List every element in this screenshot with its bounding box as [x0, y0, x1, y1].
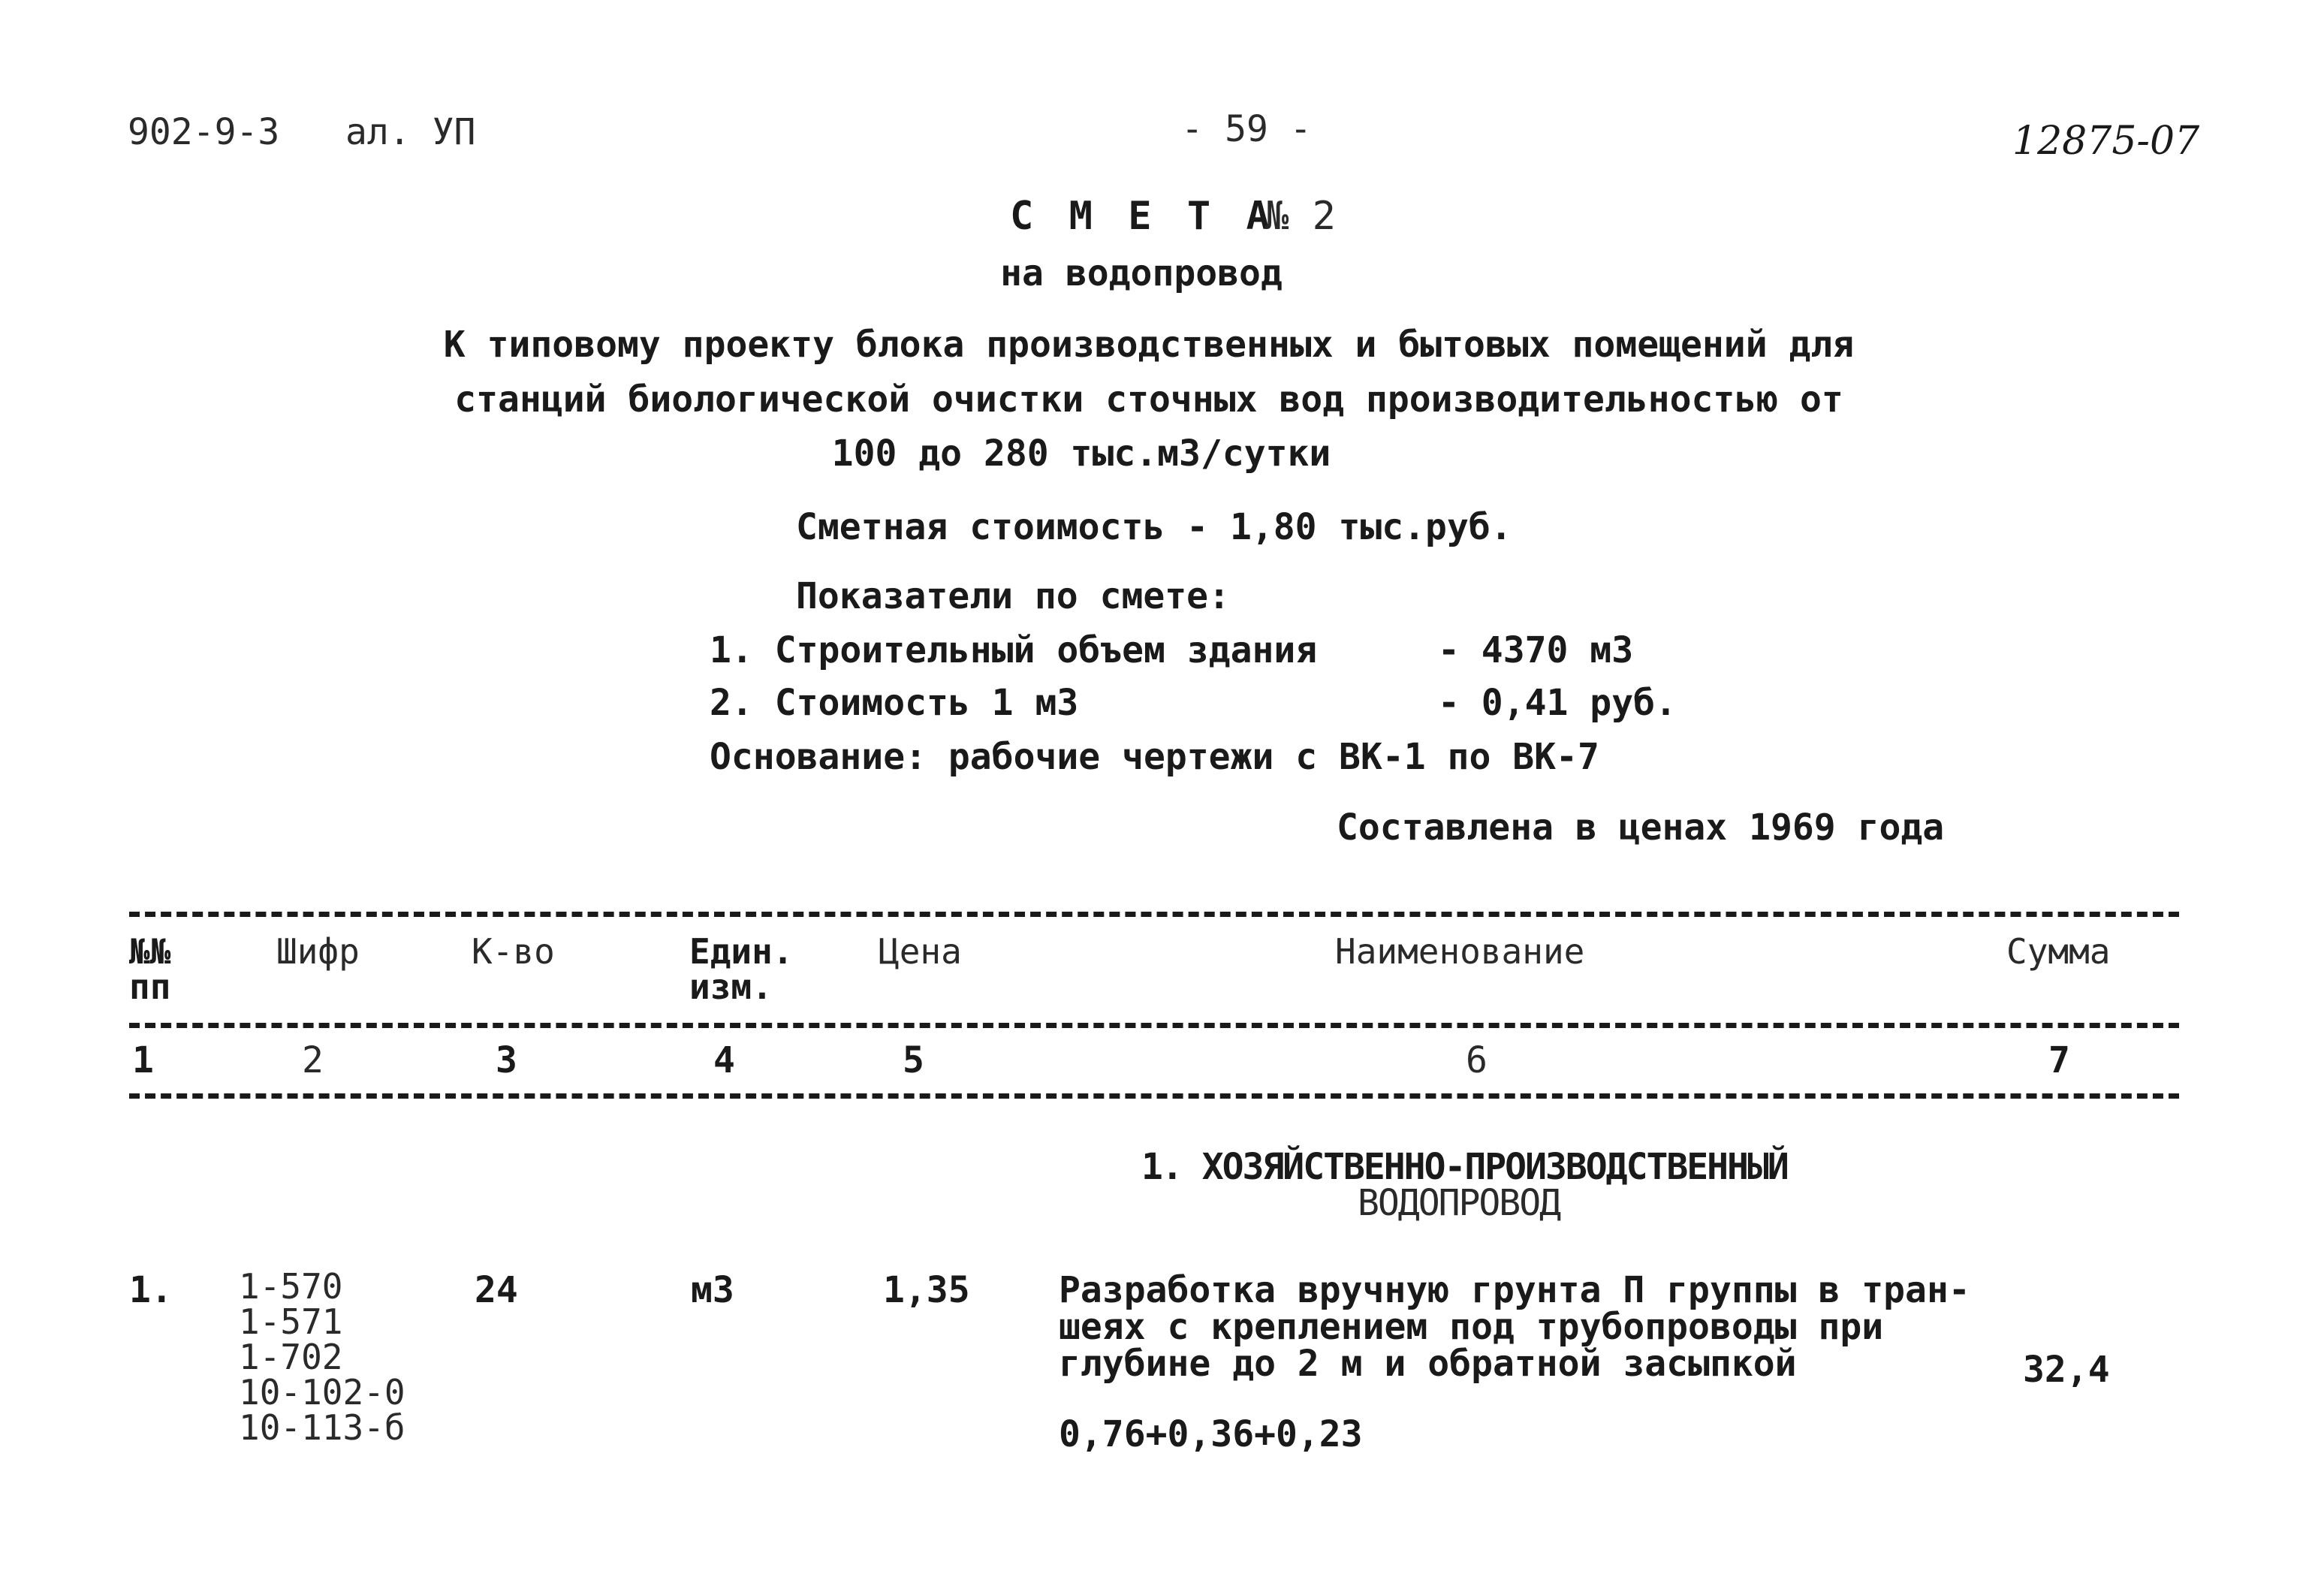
- document-title: С М Е Т А: [1010, 194, 1276, 239]
- doc-code: 902-9-3: [128, 111, 280, 153]
- row-1-code-2: 1-571: [239, 1301, 343, 1342]
- document-subject: на водопровод: [1000, 252, 1283, 294]
- page-number: - 59 -: [1181, 108, 1312, 150]
- column-number-5: 5: [903, 1039, 924, 1081]
- row-1-sum: 32,4: [2023, 1349, 2110, 1391]
- row-1-code-3: 1-702: [239, 1336, 343, 1377]
- document-number: № 2: [1265, 194, 1336, 239]
- row-1-name-line-1: Разработка вручную грунта П группы в тран-: [1059, 1269, 1970, 1311]
- column-number-4: 4: [713, 1039, 735, 1081]
- header-sum: Сумма: [2006, 931, 2111, 972]
- indicator-1-label: 1. Строительный объем здания: [710, 629, 1318, 671]
- row-1-code-1: 1-570: [239, 1266, 343, 1307]
- column-number-2: 2: [302, 1039, 324, 1081]
- album-label: ал. УП: [345, 111, 476, 153]
- table-top-rule: [129, 912, 2179, 917]
- header-num: №№ пп: [129, 931, 171, 1007]
- row-1-name: [1059, 1269, 1970, 1385]
- row-1-unit: м3: [691, 1269, 734, 1311]
- indicators-title: Показатели по смете:: [796, 575, 1230, 617]
- header-bottom-rule: [129, 1023, 2179, 1028]
- description-line-1: К типовому проекту блока производственных и бытовых помещений для: [443, 324, 1855, 366]
- row-1-formula: 0,76+0,36+0,23: [1059, 1413, 1363, 1455]
- description-line-3: 100 до 280 тыс.м3/сутки: [831, 433, 1331, 475]
- indicator-2-label: 2. Стоимость 1 м3: [710, 682, 1079, 724]
- description-line-2: станций биологической очистки сточных вод производительностью от: [454, 378, 1843, 421]
- row-1-name-line-2: шеях с креплением под трубопроводы при: [1059, 1305, 1884, 1348]
- column-number-6: 6: [1466, 1039, 1488, 1081]
- indicator-1-value: - 4370 м3: [1438, 629, 1634, 671]
- column-number-7: 7: [2048, 1039, 2070, 1081]
- row-1-codes: [239, 1266, 405, 1448]
- row-1-number: 1.: [129, 1269, 173, 1311]
- header-qty: К-во: [472, 931, 555, 972]
- row-1-code-5: 10-113-б: [239, 1407, 405, 1448]
- section-title: 1. ХОЗЯЙСТВЕННО-ПРОИЗВОДСТВЕННЫЙ: [1141, 1146, 1788, 1188]
- column-numbers-rule: [129, 1093, 2179, 1099]
- indicator-2-value: - 0,41 руб.: [1438, 682, 1677, 724]
- inventory-number: 12875-07: [2012, 119, 2200, 164]
- basis-line: Основание: рабочие чертежи с ВК-1 по ВК-7: [710, 736, 1599, 778]
- section-subtitle: ВОДОПРОВОД: [1358, 1182, 1560, 1224]
- header-price: Цена: [879, 931, 962, 972]
- column-number-1: 1: [132, 1039, 154, 1081]
- header-name: Наименование: [1335, 931, 1585, 972]
- row-1-quantity: 24: [475, 1269, 518, 1311]
- header-code: Шифр: [276, 931, 360, 972]
- estimated-cost: Сметная стоимость - 1,80 тыс.руб.: [796, 506, 1512, 548]
- column-number-3: 3: [496, 1039, 517, 1081]
- row-1-code-4: 10-102-0: [239, 1371, 405, 1413]
- row-1-price: 1,35: [883, 1269, 970, 1311]
- header-unit: Един. изм.: [689, 931, 794, 1007]
- row-1-name-line-3: глубине до 2 м и обратной засыпкой: [1059, 1342, 1797, 1385]
- prices-note: Составлена в ценах 1969 года: [1337, 807, 1945, 849]
